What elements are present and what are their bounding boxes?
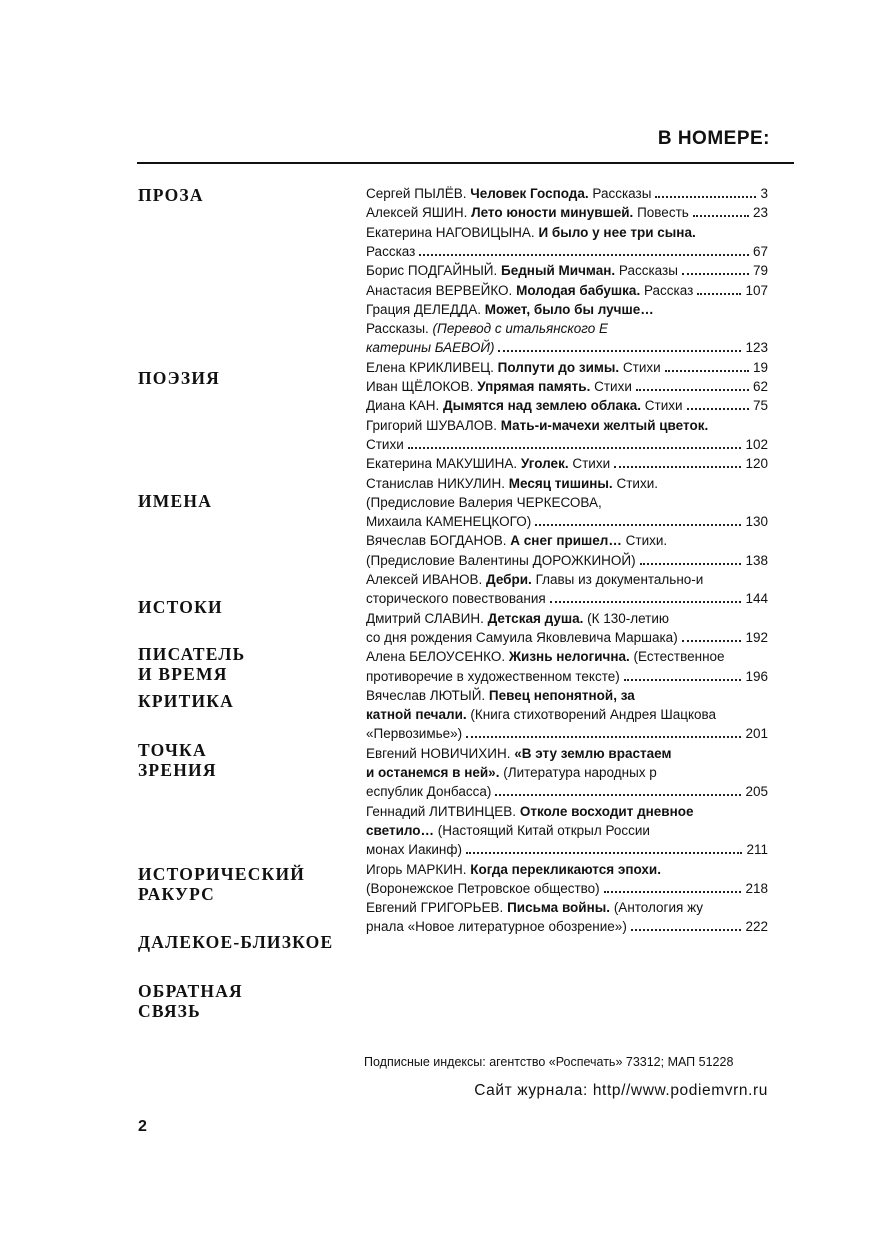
- dot-leader: [636, 389, 749, 391]
- entry-author: Сергей ПЫЛЁВ.: [366, 186, 467, 201]
- toc-line: [366, 551, 768, 570]
- toc-line-text: [366, 589, 546, 608]
- entry-note: (Предисловие Валерия ЧЕРКЕСОВА,: [366, 494, 602, 510]
- toc-line: [366, 435, 768, 454]
- toc-line-text: [366, 416, 708, 435]
- entry-page-number: 107: [745, 282, 768, 298]
- toc-line-text: [366, 686, 635, 705]
- entry-note: (Предисловие Валентины ДОРОЖКИНОЙ): [366, 552, 636, 568]
- toc-line-text: [366, 763, 657, 782]
- toc-line-text: [366, 860, 661, 879]
- entry-page-number: 75: [752, 398, 768, 414]
- dot-leader: [631, 929, 742, 931]
- toc-line: [366, 763, 768, 782]
- entry-author: Иван ЩЁЛОКОВ.: [366, 379, 474, 394]
- toc-line-text: [366, 338, 494, 357]
- toc-line-text: [366, 435, 404, 454]
- toc-line: [366, 454, 768, 473]
- entry-genre: Стихи: [594, 379, 632, 394]
- toc-line: [366, 570, 768, 589]
- entry-page-number: 222: [745, 919, 768, 935]
- entry-title: Отколе восходит дневное: [519, 803, 694, 819]
- entry-title: Лето юности минувшей.: [471, 205, 634, 221]
- toc-line: [366, 377, 768, 396]
- section-label: ПИСАТЕЛЬ И ВРЕМЯ: [138, 644, 246, 684]
- entry-note: (Антология жу: [613, 900, 704, 916]
- toc-line-text: [366, 203, 689, 222]
- toc-line: [366, 879, 768, 898]
- entry-note: (Естественное: [633, 649, 725, 665]
- toc-line-text: [366, 744, 671, 763]
- entry-page-number: 67: [752, 243, 768, 259]
- toc-line: [366, 338, 768, 357]
- toc-line: [366, 416, 768, 435]
- entry-page-number: 23: [752, 205, 768, 221]
- entry-note: (Книга стихотворений Андрея Шацкова: [470, 707, 717, 723]
- section-label: ИСТОРИЧЕСКИЙ РАКУРС: [138, 864, 306, 904]
- toc-line-text: [366, 705, 716, 724]
- section-label: ОБРАТНАЯ СВЯЗЬ: [138, 981, 243, 1021]
- entry-title: Письма войны.: [507, 900, 611, 916]
- toc-line: [366, 686, 768, 705]
- toc-line-text: [366, 821, 650, 840]
- entry-title: Бедный Мичман.: [501, 263, 616, 279]
- entry-page-number: 205: [745, 784, 768, 800]
- toc-line-text: [366, 377, 632, 396]
- entry-author: Евгений ГРИГОРЬЕВ.: [366, 900, 504, 916]
- toc-line: [366, 647, 768, 666]
- entry-note: противоречие в художественном тексте): [366, 668, 620, 684]
- toc-line-text: [366, 184, 651, 203]
- toc-line: [366, 744, 768, 763]
- toc-line: [366, 358, 768, 377]
- entry-genre: Стихи.: [616, 475, 658, 491]
- entry-title: Молодая бабушка.: [516, 282, 641, 298]
- entry-page-number: 196: [745, 668, 768, 684]
- dot-leader: [655, 196, 756, 198]
- toc-line: [366, 782, 768, 801]
- entry-title: Детская душа.: [487, 610, 584, 626]
- entry-note: монах Иакинф): [366, 842, 462, 858]
- entry-author: Дмитрий СЛАВИН.: [366, 610, 484, 626]
- entry-page-number: 62: [752, 379, 768, 394]
- dot-leader: [495, 794, 741, 796]
- entry-genre: сторического повествования: [366, 591, 546, 607]
- entry-author: Алексей ЯШИН.: [366, 205, 468, 221]
- header-rule: [137, 162, 794, 164]
- entry-page-number: 138: [745, 552, 768, 568]
- toc-line: [366, 184, 768, 203]
- entry-title: катной печали.: [366, 707, 467, 723]
- entry-author: Анастасия ВЕРВЕЙКО.: [366, 282, 513, 298]
- toc-line: [366, 281, 768, 300]
- entry-note: (Настоящий Китай открыл России: [437, 822, 650, 838]
- entry-title: Певец непонятной, за: [488, 687, 635, 703]
- entry-title: Мать-и-мачехи желтый цветок.: [500, 417, 709, 433]
- entry-genre: Повесть: [637, 205, 689, 221]
- dot-leader: [640, 563, 742, 565]
- toc-line-text: [366, 493, 602, 512]
- entry-author: Диана КАН.: [366, 398, 440, 414]
- toc-line-text: [366, 300, 654, 319]
- entry-note: еспублик Донбасса): [366, 784, 492, 800]
- toc-line-text: [366, 551, 636, 570]
- entry-note: (К 130-летию: [587, 610, 670, 626]
- entry-note: Михаила КАМЕНЕЦКОГО): [366, 514, 532, 530]
- entry-title: И было у нее три сына.: [538, 224, 696, 240]
- entry-genre: Стихи.: [625, 533, 668, 549]
- toc-line-text: [366, 474, 658, 493]
- dot-leader: [535, 524, 741, 526]
- entry-author: Григорий ШУВАЛОВ.: [366, 417, 497, 433]
- entry-page-number: 19: [752, 359, 768, 375]
- entry-author: Станислав НИКУЛИН.: [366, 475, 506, 491]
- entry-page-number: 192: [745, 629, 768, 645]
- section-label: ПРОЗА: [138, 185, 204, 205]
- entry-title: светило…: [366, 822, 435, 838]
- dot-leader: [466, 852, 742, 854]
- entry-author: Вячеслав БОГДАНОВ.: [366, 533, 507, 549]
- toc-line-text: [366, 724, 462, 743]
- toc-line: [366, 493, 768, 512]
- entry-title: Жизнь нелогична.: [508, 649, 630, 665]
- toc-line-text: [366, 898, 703, 917]
- entry-title: Дебри.: [486, 572, 532, 587]
- section-label: ТОЧКА ЗРЕНИЯ: [138, 740, 217, 780]
- toc-line-text: [366, 454, 610, 473]
- entry-genre: Стихи: [366, 436, 404, 452]
- entry-note: катерины БАЕВОЙ): [366, 340, 495, 356]
- entry-title: Когда перекликаются эпохи.: [470, 861, 661, 877]
- toc-line-text: [366, 531, 667, 550]
- section-label: КРИТИКА: [138, 691, 235, 711]
- toc-line: [366, 667, 768, 686]
- subscription-index: Подписные индексы: агентство «Роспечать» 73312; МАП 51228: [364, 1055, 734, 1069]
- entry-page-number: 144: [745, 591, 768, 607]
- entry-note: (Воронежское Петровское общество): [366, 880, 600, 896]
- dot-leader: [614, 466, 741, 468]
- toc-line-text: [366, 358, 661, 377]
- toc-line: [366, 724, 768, 743]
- toc-line-text: [366, 917, 627, 936]
- dot-leader: [604, 891, 742, 893]
- toc-line-text: [366, 261, 678, 280]
- toc-line: [366, 396, 768, 415]
- dot-leader: [693, 215, 749, 217]
- entry-note: рнала «Новое литературное обозрение»): [366, 919, 627, 935]
- dot-leader: [550, 601, 742, 603]
- toc-line: [366, 898, 768, 917]
- dot-leader: [687, 408, 749, 410]
- entry-title: Месяц тишины.: [508, 475, 613, 491]
- dot-leader: [682, 273, 749, 275]
- dot-leader: [419, 254, 749, 256]
- entry-page-number: 123: [745, 340, 768, 356]
- entry-title: Может, было бы лучше…: [484, 301, 654, 317]
- toc-line: [366, 261, 768, 280]
- entry-genre: Рассказы: [618, 263, 678, 279]
- dot-leader: [665, 370, 749, 372]
- entry-author: Екатерина НАГОВИЦЫНА.: [366, 224, 535, 240]
- entry-title: Полпути до зимы.: [497, 359, 620, 375]
- toc-line-text: [366, 879, 600, 898]
- entry-page-number: 102: [745, 436, 768, 452]
- toc-line: [366, 705, 768, 724]
- toc-line: [366, 840, 768, 859]
- entry-author: Алексей ИВАНОВ.: [366, 572, 483, 587]
- toc-line: [366, 531, 768, 550]
- toc-line-text: [366, 396, 683, 415]
- entry-title: Дымятся над землею облака.: [443, 398, 641, 414]
- entry-note: (Перевод с итальянского Е: [432, 321, 609, 337]
- entry-page-number: 201: [745, 726, 768, 742]
- entry-note: (Литература народных р: [503, 765, 657, 780]
- toc-line-text: [366, 223, 696, 242]
- toc-line: [366, 821, 768, 840]
- entry-title: Упрямая память.: [477, 379, 591, 394]
- toc-line: [366, 300, 768, 319]
- toc-line-text: [366, 512, 531, 531]
- toc-line-text: [366, 570, 703, 589]
- entry-title: и останемся в ней».: [366, 765, 500, 780]
- entry-note: «Первозимье»): [366, 726, 463, 742]
- entry-page-number: 130: [745, 514, 768, 530]
- entry-author: Евгений НОВИЧИХИН.: [366, 745, 511, 761]
- toc-line-text: [366, 628, 678, 647]
- toc-line: [366, 917, 768, 936]
- toc-line: [366, 203, 768, 222]
- toc-line: [366, 609, 768, 628]
- entry-author: Борис ПОДГАЙНЫЙ.: [366, 263, 498, 279]
- toc-line-text: [366, 782, 491, 801]
- entry-note: со дня рождения Самуила Яковлевича Маршака): [366, 629, 678, 645]
- toc-line: [366, 223, 768, 242]
- entry-title: А снег пришел…: [510, 533, 622, 549]
- entry-genre: Стихи: [644, 398, 683, 414]
- toc-line-text: [366, 281, 693, 300]
- entry-author: Игорь МАРКИН.: [366, 861, 467, 877]
- entry-page-number: 218: [745, 880, 768, 896]
- toc-line: [366, 319, 768, 338]
- dot-leader: [466, 736, 741, 738]
- section-label: ДАЛЕКОЕ-БЛИЗКОЕ: [138, 932, 334, 952]
- toc-line: [366, 802, 768, 821]
- section-label: ИМЕНА: [138, 491, 213, 511]
- toc-line-text: [366, 840, 462, 859]
- dot-leader: [624, 679, 742, 681]
- entry-genre: Главы из документально-и: [535, 572, 704, 587]
- entry-author: Екатерина МАКУШИНА.: [366, 456, 518, 472]
- toc-line-text: [366, 319, 608, 338]
- entry-genre: Рассказы.: [366, 321, 429, 337]
- page-title: В НОМЕРЕ:: [657, 128, 770, 149]
- entry-page-number: 79: [752, 263, 768, 279]
- page-number: 2: [138, 1118, 147, 1135]
- toc-line-text: [366, 802, 694, 821]
- toc-line-text: [366, 647, 725, 666]
- entry-genre: Рассказ: [366, 243, 416, 259]
- site-address: Сайт журнала: http//www.podiemvrn.ru: [474, 1082, 768, 1099]
- entry-title: Уголек.: [520, 456, 569, 472]
- entry-author: Елена КРИКЛИВЕЦ.: [366, 359, 494, 375]
- entry-page-number: 211: [746, 842, 768, 858]
- entry-author: Вячеслав ЛЮТЫЙ.: [366, 687, 486, 703]
- toc-line-text: [366, 242, 415, 261]
- dot-leader: [498, 350, 741, 352]
- dot-leader: [682, 640, 742, 642]
- entry-title: «В эту землю врастаем: [514, 745, 672, 761]
- entry-page-number: 120: [745, 456, 768, 472]
- entry-title: Человек Господа.: [470, 186, 589, 201]
- toc-line: [366, 242, 768, 261]
- entry-genre: Стихи: [622, 359, 661, 375]
- entry-author: Грация ДЕЛЕДДА.: [366, 301, 481, 317]
- entry-author: Алена БЕЛОУСЕНКО.: [366, 649, 506, 665]
- entry-author: Геннадий ЛИТВИНЦЕВ.: [366, 803, 517, 819]
- entry-genre: Стихи: [572, 456, 611, 472]
- toc-line: [366, 512, 768, 531]
- entry-page-number: 3: [760, 186, 768, 201]
- toc-line-text: [366, 667, 620, 686]
- toc-line-text: [366, 609, 669, 628]
- entry-genre: Рассказ: [643, 282, 694, 298]
- entry-genre: Рассказы: [592, 186, 652, 201]
- section-label: ПОЭЗИЯ: [138, 368, 220, 388]
- section-label: ИСТОКИ: [138, 597, 223, 617]
- toc-line: [366, 474, 768, 493]
- toc-line: [366, 628, 768, 647]
- toc-line: [366, 860, 768, 879]
- dot-leader: [408, 447, 742, 449]
- toc-line: [366, 589, 768, 608]
- dot-leader: [697, 293, 741, 295]
